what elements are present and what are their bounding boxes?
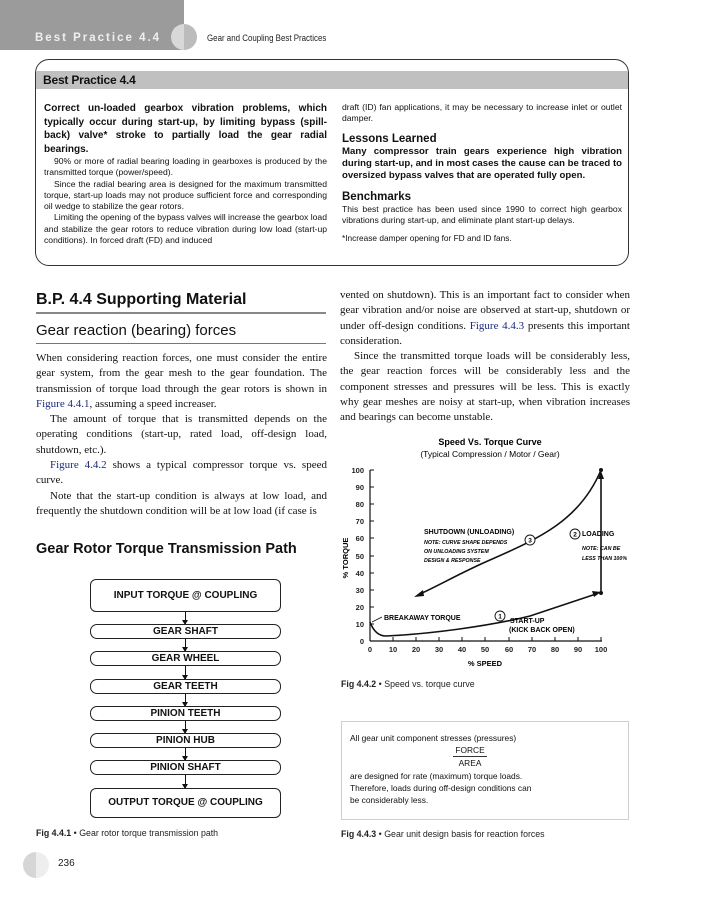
caption-text: Gear rotor torque transmission path <box>79 828 219 838</box>
page-circle-ornament <box>23 852 49 878</box>
bullet-icon: • <box>378 679 382 689</box>
annotation-startup: START-UP <box>510 618 545 625</box>
best-practice-lead: Correct un-loaded gearbox vibration problems, which typically occur during start-up, by limiting bypass (spill-back) valve* stroke to partially load the gear radial bearings. <box>44 103 327 155</box>
caption-label: Fig 4.4.2 <box>341 679 377 689</box>
text-span: shows a typical compressor torque vs. speed curve. <box>36 459 327 487</box>
y-tick-labels <box>351 466 364 646</box>
chart-subtitle: (Typical Compression / Motor / Gear) <box>420 449 560 459</box>
body-paragraph <box>340 288 630 349</box>
svg-text:90: 90 <box>573 645 583 654</box>
flow-arrow-icon <box>185 748 186 760</box>
flow-step-gear-teeth: GEAR TEETH <box>90 679 281 694</box>
bullet-icon: • <box>73 828 77 838</box>
figure-4-4-3-link[interactable]: Figure 4.4.3 <box>469 319 525 332</box>
header-circle-ornament <box>171 24 197 50</box>
flow-arrow-icon <box>185 694 186 706</box>
svg-text:20: 20 <box>411 645 421 654</box>
svg-text:3: 3 <box>528 537 532 545</box>
caption-label: Fig 4.4.3 <box>341 829 377 839</box>
body-paragraph: Note that the start-up condition is always at low load, and frequently the shutdown condition will be at low load (if case is <box>36 489 327 517</box>
lessons-learned-heading: Lessons Learned <box>342 132 437 145</box>
figure-caption-4-4-3 <box>341 829 545 839</box>
header-band <box>0 0 184 50</box>
best-practice-box-header <box>36 71 628 89</box>
svg-text:90: 90 <box>355 483 364 492</box>
text-span: presents this important consideration. <box>340 319 630 347</box>
svg-text:20: 20 <box>355 603 364 612</box>
svg-text:100: 100 <box>351 466 364 475</box>
x-axis-label: % SPEED <box>467 659 503 668</box>
best-practice-paragraph: Since the radial bearing area is designed for the maximum transmitted torque, start-up loads may not produce sufficient force and corresponding oil wedge to stabilize the gear rotors. <box>44 178 327 212</box>
flow-step-pinion-teeth: PINION TEETH <box>90 706 281 721</box>
flow-arrow-icon <box>185 721 186 733</box>
svg-text:80: 80 <box>355 500 364 509</box>
annotation-note-less-than: LESS THAN 100% <box>582 556 628 562</box>
body-text-right <box>340 288 630 426</box>
bullet-icon: • <box>378 829 382 839</box>
svg-text:80: 80 <box>550 645 560 654</box>
best-practice-continued-text: draft (ID) fan applications, it may be necessary to increase inlet or outlet damper. <box>342 102 622 124</box>
svg-text:30: 30 <box>434 645 444 654</box>
y-axis-label: % TORQUE <box>341 537 350 579</box>
text-span: vented on shutdown). This is an important fact to consider when gear vibration and/or noise are observed at start-up, shutdown or under off-design conditions. <box>340 289 630 332</box>
flow-step-pinion-hub: PINION HUB <box>90 733 281 748</box>
svg-text:30: 30 <box>355 586 364 595</box>
section-title: B.P. 4.4 Supporting Material <box>36 291 326 314</box>
svg-text:60: 60 <box>355 534 364 543</box>
design-basis-box <box>341 721 629 820</box>
numbered-markers <box>495 529 580 621</box>
best-practice-paragraph: 90% or more of radial bearing loading in gearboxes is produced by the transmitted torque (power/speed). <box>44 156 327 178</box>
svg-text:1: 1 <box>498 613 502 621</box>
svg-text:70: 70 <box>355 517 364 526</box>
svg-text:2: 2 <box>573 531 577 539</box>
text-span: When considering reaction forces, one must consider the entire gear system, from the gear mesh to the gear foundation. The transmission of torque load through the gear rotors is shown in <box>36 352 327 395</box>
flow-diagram-title: Gear Rotor Torque Transmission Path <box>36 541 297 557</box>
design-basis-line: All gear unit component stresses (pressures) <box>350 733 517 743</box>
annotation-loading: LOADING <box>582 531 615 538</box>
arrowhead-icon <box>414 590 424 597</box>
annotation-note-design: DESIGN & RESPONSE <box>424 558 481 564</box>
text-span: , assuming a speed increaser. <box>89 397 217 410</box>
flow-arrow-icon <box>185 639 186 651</box>
x-tick-labels <box>368 645 607 654</box>
fraction-denominator: AREA <box>458 758 482 769</box>
annotation-note-unloading: ON UNLOADING SYSTEM <box>424 549 489 555</box>
annotation-note-curve: NOTE: CURVE SHAPE DEPENDS <box>424 540 508 546</box>
flow-step-output-torque: OUTPUT TORQUE @ COUPLING <box>90 788 281 818</box>
best-practice-right-column <box>342 102 622 244</box>
best-practice-box-title: Best Practice 4.4 <box>43 73 136 87</box>
flow-step-gear-wheel: GEAR WHEEL <box>90 651 281 666</box>
svg-text:100: 100 <box>594 645 608 654</box>
flow-arrow-icon <box>185 775 186 788</box>
fraction-numerator: FORCE <box>453 744 486 757</box>
benchmarks-heading: Benchmarks <box>342 190 412 203</box>
body-paragraph: Since the transmitted torque loads will be considerably less, the gear reaction forces will be considerably less and the component stresses and pressures will be less. This is exactly why gear meshes are noisy at start-up, when vibration increases and bearings can become unstable. <box>340 350 630 424</box>
flow-step-gear-shaft: GEAR SHAFT <box>90 624 281 639</box>
speed-torque-chart <box>340 430 640 680</box>
caption-label: Fig 4.4.1 <box>36 828 72 838</box>
figure-4-4-1-link[interactable]: Figure 4.4.1 <box>36 397 90 410</box>
svg-text:50: 50 <box>355 552 364 561</box>
body-paragraph <box>36 458 327 489</box>
body-text-left <box>36 351 327 519</box>
flow-step-pinion-shaft: PINION SHAFT <box>90 760 281 775</box>
design-basis-line: Therefore, loads during off-design conditions can <box>350 782 532 793</box>
lessons-learned-text: Many compressor train gears experience high vibration during start-up, and in most cases the cause can be traced to oversized bypass valves that are operated fully open. <box>342 145 622 182</box>
svg-text:40: 40 <box>457 645 467 654</box>
running-title: Gear and Coupling Best Practices <box>207 33 327 43</box>
best-practice-box <box>35 59 629 266</box>
body-paragraph <box>36 351 327 412</box>
figure-caption-4-4-1 <box>36 828 218 838</box>
page-number: 236 <box>58 858 75 869</box>
svg-text:10: 10 <box>388 645 398 654</box>
flow-step-input-torque: INPUT TORQUE @ COUPLING <box>90 579 281 612</box>
section-label: Best Practice 4.4 <box>35 32 162 44</box>
svg-text:70: 70 <box>527 645 537 654</box>
breakaway-leader <box>372 617 382 622</box>
annotation-note-can-be: NOTE: CAN BE <box>582 546 621 552</box>
annotation-kickback: (KICK BACK OPEN) <box>509 627 575 634</box>
best-practice-left-column <box>44 102 327 246</box>
subsection-title: Gear reaction (bearing) forces <box>36 322 326 344</box>
caption-text: Speed vs. torque curve <box>384 679 475 689</box>
footnote: *Increase damper opening for FD and ID fans. <box>342 232 512 243</box>
figure-4-4-2-link[interactable]: Figure 4.4.2 <box>50 459 107 472</box>
annotation-shutdown: SHUTDOWN (UNLOADING) <box>424 529 515 536</box>
annotation-breakaway: BREAKAWAY TORQUE <box>384 615 461 622</box>
svg-text:40: 40 <box>355 569 364 578</box>
body-paragraph: The amount of torque that is transmitted depends on the operating conditions (start-up, rated load, off-design load, shutdown, etc.). <box>36 413 327 456</box>
svg-text:60: 60 <box>504 645 514 654</box>
flow-arrow-icon <box>185 666 186 679</box>
best-practice-paragraph: Limiting the opening of the bypass valves will increase the gearbox load and stabilize the gear rotors to reduce vibration during low load (start-up conditions). In forced draft (FD) and induced <box>44 212 327 246</box>
benchmarks-text: This best practice has been used since 1990 to correct high gearbox vibrations during start-up, and eliminate plant start-up delays. <box>342 204 622 226</box>
design-basis-line: are designed for rate (maximum) torque loads. <box>350 770 523 781</box>
design-basis-line: be considerably less. <box>350 795 429 806</box>
svg-text:10: 10 <box>355 620 364 629</box>
svg-text:0: 0 <box>359 637 364 646</box>
svg-text:50: 50 <box>480 645 490 654</box>
chart-title: Speed Vs. Torque Curve <box>438 437 542 447</box>
caption-text: Gear unit design basis for reaction forces <box>384 829 545 839</box>
figure-caption-4-4-2 <box>341 679 475 689</box>
flow-arrow-icon <box>185 612 186 624</box>
force-area-fraction <box>350 744 590 757</box>
y-ticks <box>370 470 374 624</box>
svg-text:0: 0 <box>367 645 373 654</box>
